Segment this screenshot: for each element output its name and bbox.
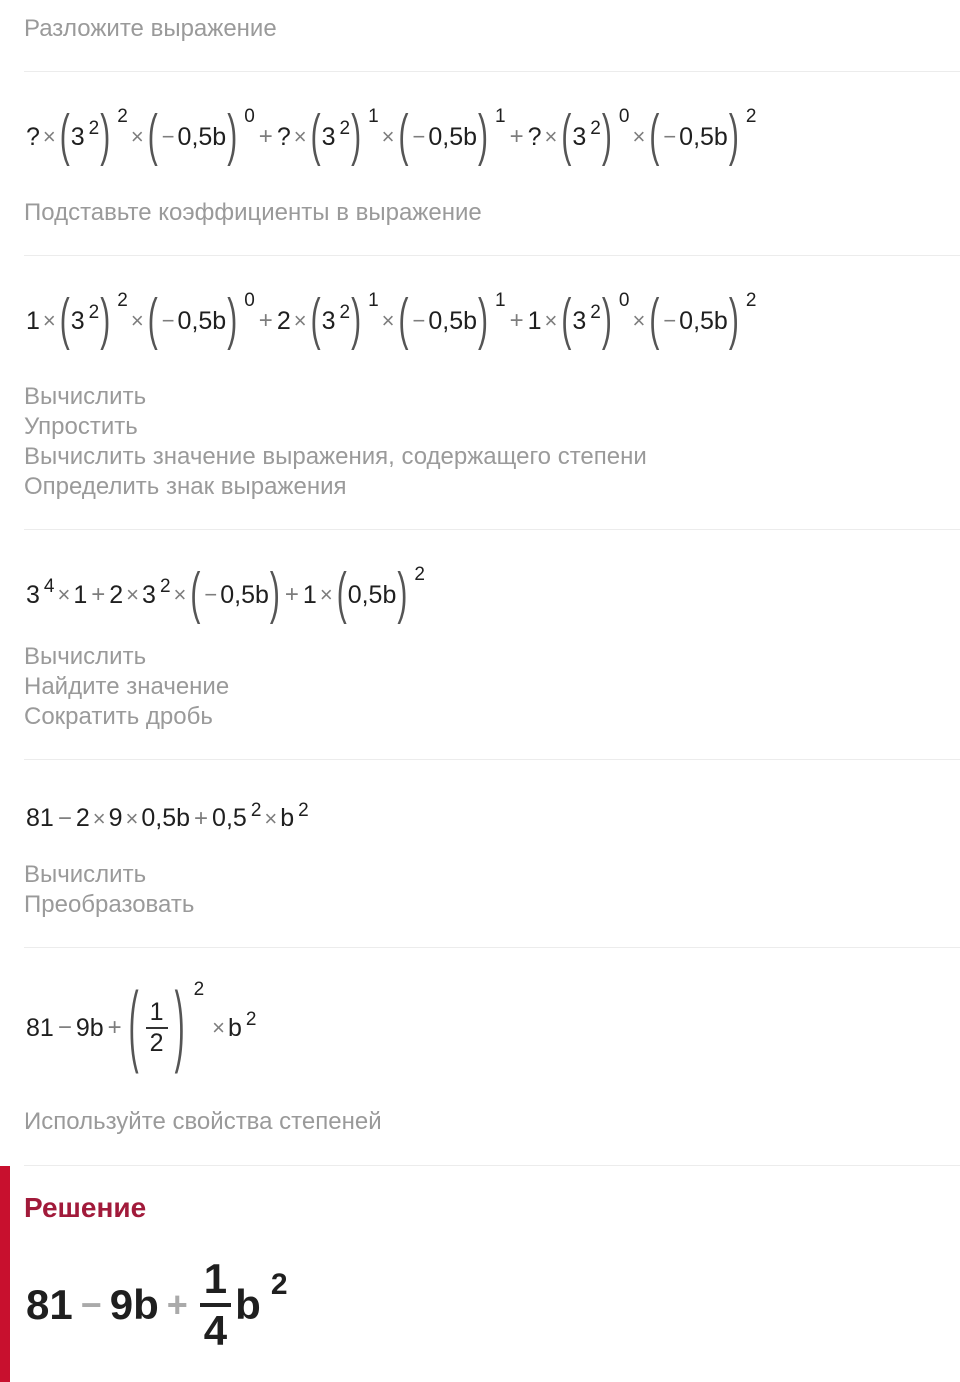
- coef: 1: [527, 306, 542, 335]
- coef: ?: [26, 122, 40, 151]
- step-hint: [24, 198, 960, 228]
- term: 81: [26, 804, 54, 832]
- hint-line[interactable]: Вычислить: [24, 383, 147, 410]
- term: 2: [75, 804, 90, 832]
- term: b: [228, 1013, 242, 1042]
- expression-2: 1 × ( 3 $^2$ ) $^2$ × ( − 0,5b ) $^0$ + 2 × ( 3 $^2$ ) $^1$ × ( − 0,5b ) $^1$ + 1 × ( 3 $^2$ ) $^0$ × ( − 0,5b ) $^2$: [26, 288, 757, 352]
- coef: ?: [527, 122, 542, 151]
- term: 9: [108, 804, 123, 832]
- fraction: $\frac{1}{2}$: [146, 998, 168, 1058]
- hint-line[interactable]: Разложите выражение: [24, 15, 277, 42]
- divider: [24, 71, 960, 72]
- term: 0,5b: [141, 804, 191, 832]
- hint-line[interactable]: Вычислить: [24, 861, 147, 888]
- coef: ?: [276, 122, 291, 151]
- divider: [24, 759, 960, 760]
- term: 3: [142, 580, 156, 609]
- expression-3: 3 $^4$ × 1 + 2 × 3 $^2$ × ( − 0,5b ) + 1 × ( 0,5b ) $^2$: [26, 562, 425, 626]
- coef: 2: [276, 306, 291, 335]
- step-hint: [24, 14, 960, 44]
- expression-1: ? × ( 3 $^2$ ) $^2$ × ( − 0,5b ) $^0$ + ? × ( 3 $^2$ ) $^1$ × ( − 0,5b ) $^1$ + ? × ( 3 $^2$ ) $^0$ × ( − 0,5b ) $^2$: [26, 104, 757, 168]
- divider: [24, 255, 960, 256]
- hint-line[interactable]: Найдите значение: [24, 673, 230, 700]
- step-hint: [24, 382, 960, 502]
- term: 0,5: [212, 804, 247, 832]
- term: 3: [26, 580, 40, 609]
- divider: [24, 1165, 960, 1166]
- term: 81: [26, 1281, 73, 1328]
- term: 81: [26, 1013, 54, 1042]
- hint-line[interactable]: Вычислить значение выражения, содержащего степени: [24, 443, 647, 470]
- hint-line[interactable]: Вычислить: [24, 643, 147, 670]
- term: 9b: [75, 1013, 104, 1042]
- term: 1: [302, 580, 317, 609]
- term: 0,5b: [220, 580, 269, 609]
- term: 0,5b: [347, 580, 397, 609]
- hint-line[interactable]: Сократить дробь: [24, 703, 213, 730]
- expression-5: 81 − 9b + ( $\frac{1}{2}$ ) $^2$ × b $^2$: [26, 977, 257, 1076]
- expression-4: 81 − 2 × 9 × 0,5b + 0,5 $^2$ × b $^2$: [26, 799, 309, 832]
- term: 9b: [109, 1281, 159, 1328]
- step-hint: [24, 642, 960, 732]
- coef: 1: [26, 306, 40, 335]
- divider: [24, 529, 960, 530]
- hint-line[interactable]: Подставьте коэффициенты в выражение: [24, 199, 482, 226]
- solution-accent-bar: [0, 1166, 10, 1382]
- hint-line[interactable]: Преобразовать: [24, 891, 195, 918]
- divider: [24, 947, 960, 948]
- term: 2: [109, 580, 124, 609]
- term: 1: [73, 580, 88, 609]
- hint-line[interactable]: Используйте свойства степеней: [24, 1108, 382, 1135]
- step-hint: [24, 860, 960, 920]
- solution-title: Решение: [24, 1192, 147, 1223]
- term: b: [235, 1281, 261, 1328]
- term: b: [280, 804, 295, 832]
- fraction: $\frac{1}{4}$: [200, 1255, 231, 1355]
- hint-line[interactable]: Определить знак выражения: [24, 473, 347, 500]
- solution-expression: 81 − 9b + $\frac{1}{4}$ b $^2$: [26, 1255, 288, 1354]
- hint-line[interactable]: Упростить: [24, 413, 138, 440]
- step-hint: [24, 1107, 960, 1137]
